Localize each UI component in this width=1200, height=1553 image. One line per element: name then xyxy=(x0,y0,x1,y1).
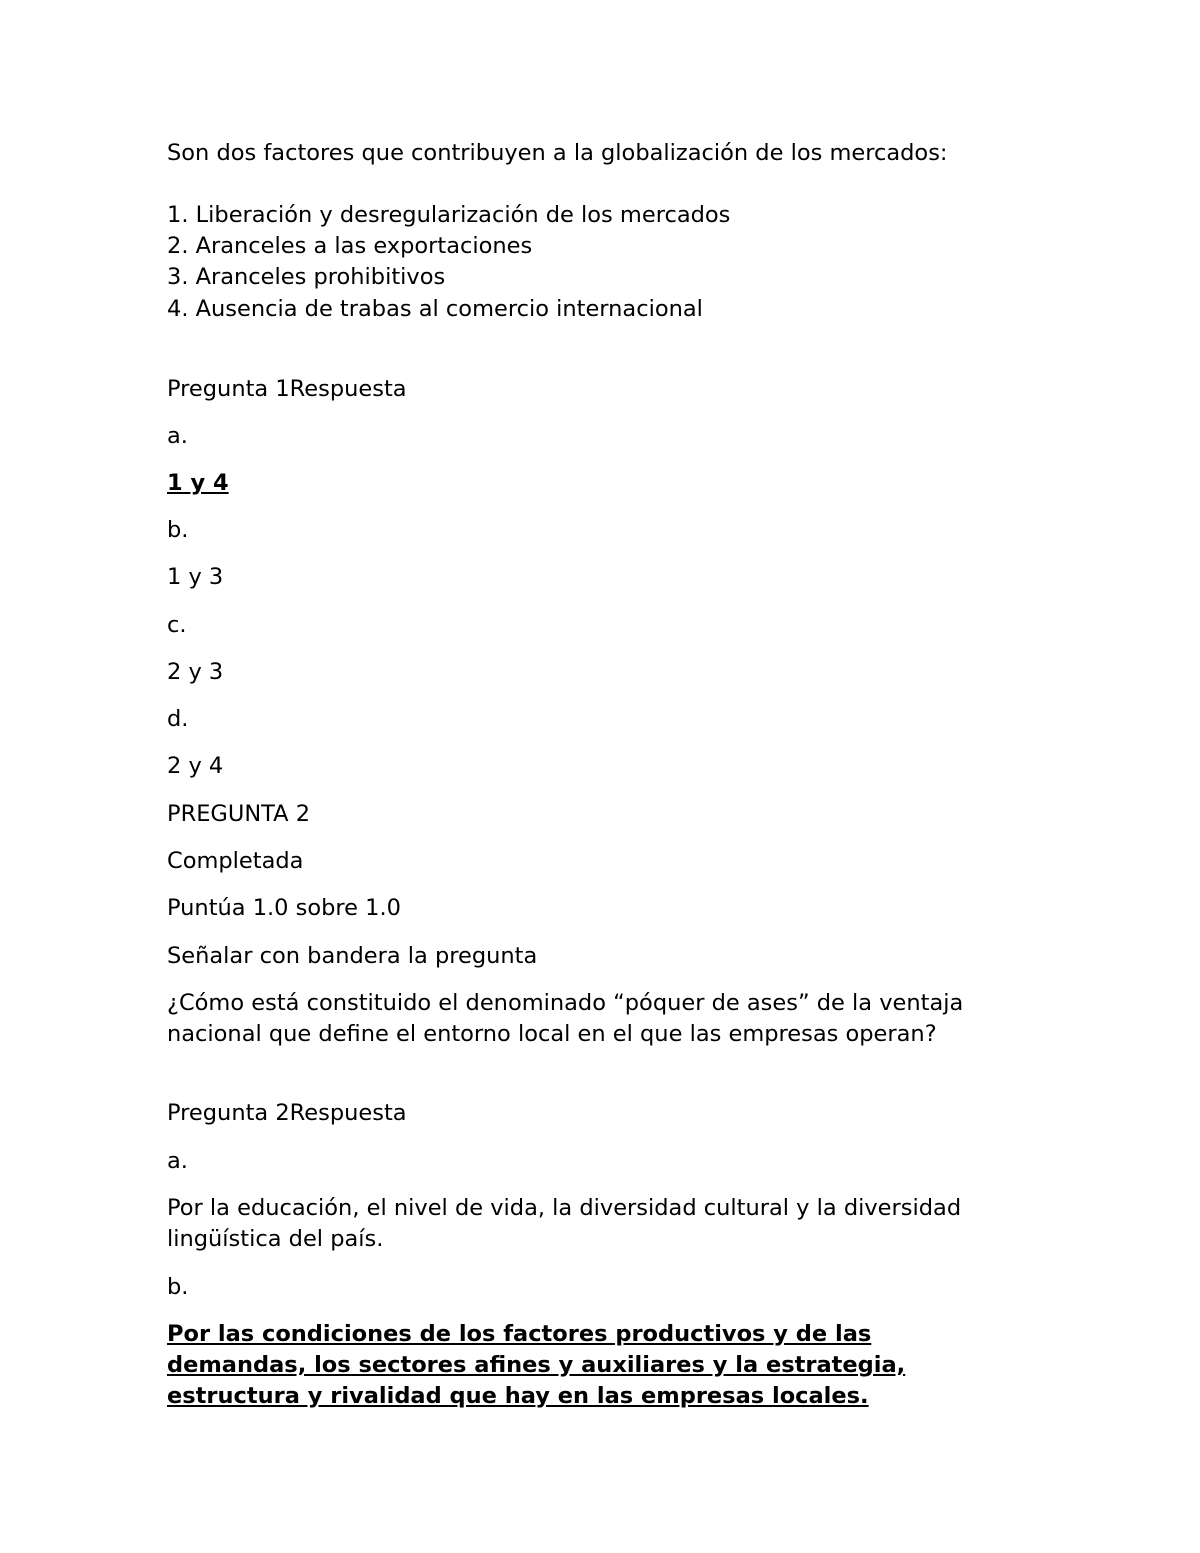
q1-option-a-text: 1 y 4 xyxy=(167,470,229,496)
q2-answer-header: Pregunta 2Respuesta xyxy=(167,1100,407,1126)
q1-option-a-letter: a. xyxy=(167,423,188,449)
q2-option-a-letter: a. xyxy=(167,1148,188,1174)
q1-option-b-letter: b. xyxy=(167,517,189,543)
q1-answer-header: Pregunta 1Respuesta xyxy=(167,376,407,402)
q1-item-4: 4. Ausencia de trabas al comercio internacional xyxy=(167,296,703,322)
q2-flag: Señalar con bandera la pregunta xyxy=(167,943,538,969)
q2-score: Puntúa 1.0 sobre 1.0 xyxy=(167,895,401,921)
q2-status: Completada xyxy=(167,848,304,874)
q2-heading: PREGUNTA 2 xyxy=(167,801,311,827)
q2-question: ¿Cómo está constituido el denominado “póquer de ases” de la ventaja nacional que define el entorno local en el que las empresas operan? xyxy=(167,990,964,1047)
q1-option-c-text: 2 y 3 xyxy=(167,659,224,685)
q1-option-b-text: 1 y 3 xyxy=(167,564,224,590)
q2-option-b-text: Por las condiciones de los factores productivos y de las demandas, los sectores afines y auxiliares y la estrategia, estructura y rivalidad que hay en las empresas locales. xyxy=(167,1321,906,1409)
q2-option-a-text: Por la educación, el nivel de vida, la diversidad cultural y la diversidad lingüística del país. xyxy=(167,1195,962,1252)
q1-option-d-text: 2 y 4 xyxy=(167,753,224,779)
q1-option-c-letter: c. xyxy=(167,612,187,638)
q1-intro: Son dos factores que contribuyen a la globalización de los mercados: xyxy=(167,140,948,166)
q1-item-1: 1. Liberación y desregularización de los mercados xyxy=(167,202,731,228)
q1-option-d-letter: d. xyxy=(167,706,189,732)
q1-item-3: 3. Aranceles prohibitivos xyxy=(167,264,446,290)
q1-item-2: 2. Aranceles a las exportaciones xyxy=(167,233,533,259)
q2-option-b-letter: b. xyxy=(167,1274,189,1300)
